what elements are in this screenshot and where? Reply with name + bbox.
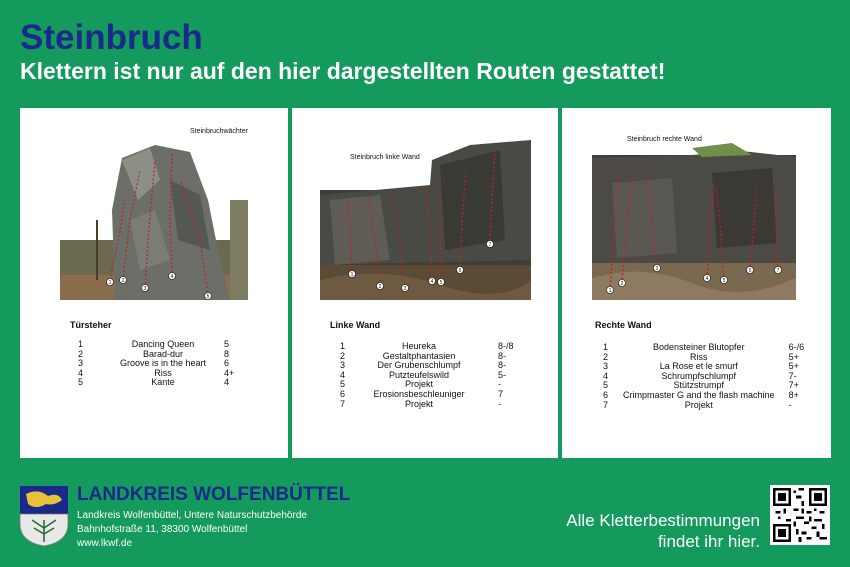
route-grade: 8+	[788, 389, 799, 400]
route-name: Barad-dur	[142, 348, 184, 359]
route-num: 2	[603, 351, 609, 362]
org-name: LANDKREIS WOLFENBÜTTEL	[77, 484, 351, 505]
route-num: 3	[78, 358, 84, 369]
route-num: 2	[78, 348, 84, 359]
route-grade: 5+	[788, 351, 799, 362]
svg-text:1: 1	[350, 272, 354, 278]
table-row	[603, 401, 804, 411]
cta-line: Alle Kletterbestimmungen	[566, 511, 760, 530]
section-title: Linke Wand	[330, 320, 381, 330]
route-name: Projekt	[404, 398, 433, 409]
svg-text:4: 4	[170, 274, 174, 280]
org-address-line: Landkreis Wolfenbüttel, Untere Naturschutzbehörde	[77, 510, 307, 521]
section-title: Türsteher	[70, 320, 112, 330]
route-num: 7	[340, 398, 346, 409]
svg-text:5: 5	[439, 280, 443, 286]
route-grade: 7-	[788, 370, 797, 381]
route-grade: 8	[224, 348, 230, 359]
route-table	[340, 342, 514, 409]
route-num: 1	[603, 342, 609, 352]
route-grade: -	[498, 398, 501, 409]
route-name: Erosionsbeschleuniger	[373, 388, 465, 399]
svg-text:3: 3	[655, 266, 659, 272]
cta-text	[566, 510, 760, 552]
svg-text:2: 2	[620, 281, 624, 287]
table-row	[340, 400, 514, 410]
route-name: Bodensteiner Blutopfer	[653, 342, 745, 352]
route-grade: 4	[224, 377, 230, 388]
photo-label: Steinbruch linke Wand	[350, 154, 420, 161]
route-num: 5	[603, 380, 609, 391]
route-name: Kante	[151, 377, 175, 388]
route-grade: 7	[498, 388, 504, 399]
panel-tuersteher	[20, 108, 288, 458]
svg-text:5: 5	[722, 278, 726, 284]
route-num: 6	[603, 389, 609, 400]
svg-text:7: 7	[776, 268, 780, 274]
svg-text:3: 3	[143, 286, 147, 292]
route-grade: 6-/6	[788, 342, 805, 352]
route-grade: -	[498, 379, 501, 390]
cta-line: findet ihr hier.	[657, 532, 760, 551]
route-grade: 5+	[788, 361, 799, 372]
route-num: 7	[603, 399, 609, 410]
route-table	[603, 343, 804, 410]
coat-of-arms-icon	[18, 484, 70, 548]
svg-text:7: 7	[488, 242, 492, 248]
route-name: Riss	[154, 367, 172, 378]
panel-linke-wand	[292, 108, 558, 458]
page-subtitle: Klettern ist nur auf den hier dargestellten Routen gestattet!	[20, 58, 666, 84]
svg-text:6: 6	[458, 268, 462, 274]
route-name: Projekt	[404, 379, 433, 390]
svg-text:3: 3	[403, 286, 407, 292]
org-address-line: Bahnhofstraße 11, 38300 Wolfenbüttel	[77, 524, 248, 535]
svg-text:2: 2	[378, 284, 382, 290]
route-num: 5	[340, 379, 346, 390]
route-name: Crimpmaster G and the flash machine	[623, 389, 775, 400]
table-row	[78, 378, 234, 388]
route-num: 1	[78, 339, 84, 349]
route-grade: 8-/8	[498, 341, 514, 351]
route-num: 6	[340, 388, 346, 399]
route-grade: 4+	[224, 367, 235, 378]
photo-label: Steinbruchwächter	[190, 128, 248, 135]
svg-text:1: 1	[608, 288, 612, 294]
route-name: Heureka	[401, 341, 437, 351]
org-website-link[interactable]: www.lkwf.de	[77, 538, 133, 549]
route-num: 2	[340, 350, 346, 361]
route-grade: 5-	[498, 369, 507, 380]
route-table	[78, 340, 234, 388]
svg-text:4: 4	[705, 276, 709, 282]
photo-tuersteher	[60, 140, 248, 300]
route-grade: 5	[224, 339, 230, 349]
photo-rechte-wand	[592, 143, 796, 300]
svg-text:2: 2	[121, 278, 125, 284]
route-name: Stützstrumpf	[673, 380, 725, 391]
route-name: Schrumpfschlumpf	[661, 370, 737, 381]
photo-linke-wand	[320, 140, 531, 300]
route-grade: 8-	[498, 360, 507, 371]
route-grade: -	[788, 399, 792, 410]
route-name: Der Grubenschlumpf	[377, 360, 461, 371]
route-name: Projekt	[684, 399, 713, 410]
section-title: Rechte Wand	[595, 320, 652, 330]
panel-rechte-wand	[562, 108, 831, 458]
photo-label: Steinbruch rechte Wand	[627, 136, 702, 143]
qr-code-icon[interactable]	[770, 485, 830, 545]
route-name: Groove is in the heart	[119, 358, 207, 369]
route-grade: 8-	[498, 350, 507, 361]
route-num: 5	[78, 377, 84, 388]
route-name: Gestaltphantasien	[382, 350, 456, 361]
route-name: Dancing Queen	[131, 339, 195, 349]
route-num: 3	[340, 360, 346, 371]
route-num: 4	[78, 367, 84, 378]
svg-text:1: 1	[108, 280, 112, 286]
route-grade: 6	[224, 358, 230, 369]
route-num: 4	[340, 369, 346, 380]
route-num: 1	[340, 341, 346, 351]
route-name: Riss	[690, 351, 708, 362]
svg-text:5: 5	[206, 294, 210, 300]
svg-text:4: 4	[430, 279, 434, 285]
route-num: 4	[603, 370, 609, 381]
svg-text:6: 6	[748, 268, 752, 274]
route-grade: 7+	[788, 380, 799, 391]
route-name: La Rose et le smurf	[659, 361, 738, 372]
route-num: 3	[603, 361, 609, 372]
page-title: Steinbruch	[20, 18, 203, 57]
route-name: Putzteufelswild	[388, 369, 450, 380]
